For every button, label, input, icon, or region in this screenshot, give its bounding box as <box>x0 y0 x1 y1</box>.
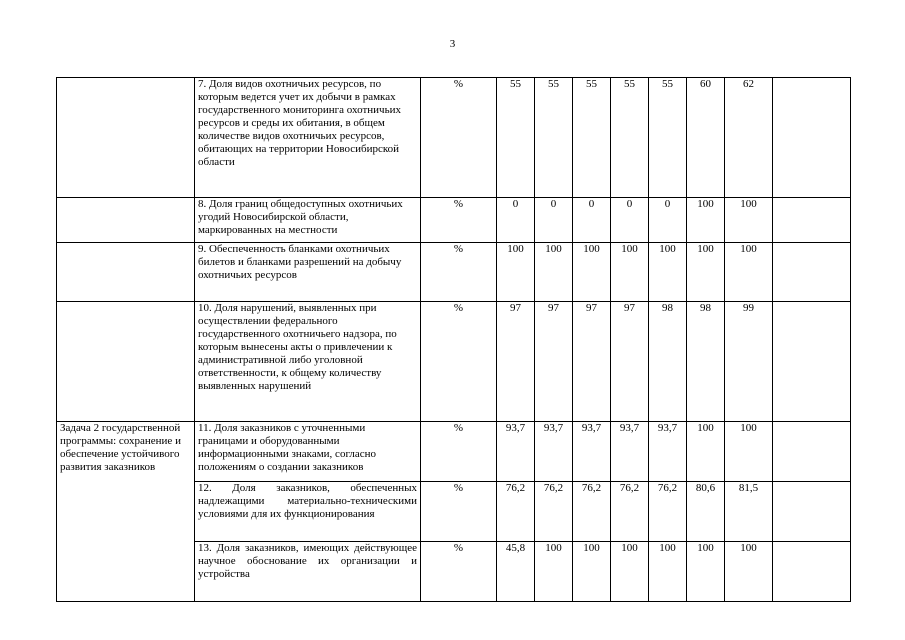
unit-cell: % <box>421 243 497 302</box>
value-cell: 80,6 <box>687 482 725 542</box>
value-cell: 76,2 <box>497 482 535 542</box>
indicator-cell <box>195 243 421 302</box>
empty-cell <box>773 302 851 422</box>
indicator-text: 8. Доля границ общедоступных охотничьих угодий Новосибирской области, маркированных на местности <box>198 198 403 236</box>
value-cell: 76,2 <box>535 482 573 542</box>
task-cell-empty <box>57 302 195 422</box>
value-cell: 93,7 <box>497 422 535 482</box>
value-cell: 100 <box>649 243 687 302</box>
empty-cell <box>773 422 851 482</box>
value-cell: 100 <box>611 542 649 602</box>
value-cell: 100 <box>497 243 535 302</box>
value-cell: 100 <box>573 243 611 302</box>
value-cell: 0 <box>649 198 687 243</box>
value-cell: 97 <box>535 302 573 422</box>
value-cell: 0 <box>573 198 611 243</box>
task-cell-empty <box>57 198 195 243</box>
value-cell: 100 <box>535 243 573 302</box>
value-cell: 55 <box>573 78 611 198</box>
task-cell-empty <box>57 78 195 198</box>
value-cell: 99 <box>725 302 773 422</box>
unit-cell: % <box>421 422 497 482</box>
value-cell: 100 <box>573 542 611 602</box>
value-cell: 97 <box>497 302 535 422</box>
value-cell: 97 <box>573 302 611 422</box>
value-cell: 97 <box>611 302 649 422</box>
value-cell: 100 <box>649 542 687 602</box>
table-row <box>57 78 851 198</box>
value-cell: 0 <box>497 198 535 243</box>
value-cell: 62 <box>725 78 773 198</box>
value-cell: 100 <box>725 422 773 482</box>
unit-cell: % <box>421 198 497 243</box>
indicator-cell <box>195 198 421 243</box>
table-row <box>57 422 851 482</box>
empty-cell <box>773 198 851 243</box>
value-cell: 76,2 <box>611 482 649 542</box>
indicator-cell <box>195 542 421 602</box>
value-cell: 100 <box>611 243 649 302</box>
table-row <box>57 243 851 302</box>
indicator-cell <box>195 302 421 422</box>
task-text: Задача 2 государственной программы: сохранение и обеспечение устойчивого развития заказников <box>60 422 181 473</box>
value-cell: 76,2 <box>573 482 611 542</box>
value-cell: 100 <box>687 422 725 482</box>
unit-cell: % <box>421 482 497 542</box>
value-cell: 100 <box>535 542 573 602</box>
page-number: 3 <box>449 38 456 50</box>
value-cell: 93,7 <box>649 422 687 482</box>
value-cell: 93,7 <box>611 422 649 482</box>
value-cell: 55 <box>649 78 687 198</box>
value-cell: 100 <box>687 243 725 302</box>
value-cell: 100 <box>725 198 773 243</box>
unit-cell: % <box>421 542 497 602</box>
value-cell: 55 <box>535 78 573 198</box>
indicator-text: 11. Доля заказников с уточненными границами и оборудованными информационными знаками, согласно положениям о создании заказников <box>198 422 377 473</box>
empty-cell <box>773 482 851 542</box>
task-cell-empty <box>57 243 195 302</box>
value-cell: 45,8 <box>497 542 535 602</box>
indicator-text: 7. Доля видов охотничьих ресурсов, по которым ведется учет их добычи в рамках государственного мониторинга охотничьих ресурсов и среды их обитания, в общем количестве видов охотничьих ресурсов, обитающих на территории Новосибирской области <box>198 78 401 168</box>
empty-cell <box>773 542 851 602</box>
value-cell: 0 <box>611 198 649 243</box>
value-cell: 0 <box>535 198 573 243</box>
indicators-table <box>56 77 851 602</box>
value-cell: 55 <box>611 78 649 198</box>
empty-cell <box>773 243 851 302</box>
unit-cell: % <box>421 78 497 198</box>
value-cell: 100 <box>725 542 773 602</box>
indicator-text: 12. Доля заказников, обеспеченных надлежащими материально-техническими условиями для их функционирования <box>198 482 417 520</box>
indicator-text: 10. Доля нарушений, выявленных при осуществлении федерального государственного охотничьего надзора, по которым вынесены акты о привлечении к административной либо уголовной ответственности, к общему количеству выявленных нарушений <box>198 302 397 392</box>
indicator-text: 13. Доля заказников, имеющих действующее научное обоснование их организации и устройства <box>198 542 417 580</box>
indicator-cell <box>195 482 421 542</box>
value-cell: 93,7 <box>535 422 573 482</box>
value-cell: 55 <box>497 78 535 198</box>
value-cell: 76,2 <box>649 482 687 542</box>
value-cell: 60 <box>687 78 725 198</box>
value-cell: 100 <box>687 542 725 602</box>
value-cell: 100 <box>725 243 773 302</box>
indicator-text: 9. Обеспеченность бланками охотничьих билетов и бланками разрешений на добычу охотничьих ресурсов <box>198 243 402 281</box>
task-cell <box>57 422 195 602</box>
indicator-cell <box>195 78 421 198</box>
table-row <box>57 302 851 422</box>
empty-cell <box>773 78 851 198</box>
value-cell: 93,7 <box>573 422 611 482</box>
unit-cell: % <box>421 302 497 422</box>
table-row <box>57 198 851 243</box>
value-cell: 100 <box>687 198 725 243</box>
value-cell: 98 <box>687 302 725 422</box>
value-cell: 98 <box>649 302 687 422</box>
value-cell: 81,5 <box>725 482 773 542</box>
indicator-cell <box>195 422 421 482</box>
